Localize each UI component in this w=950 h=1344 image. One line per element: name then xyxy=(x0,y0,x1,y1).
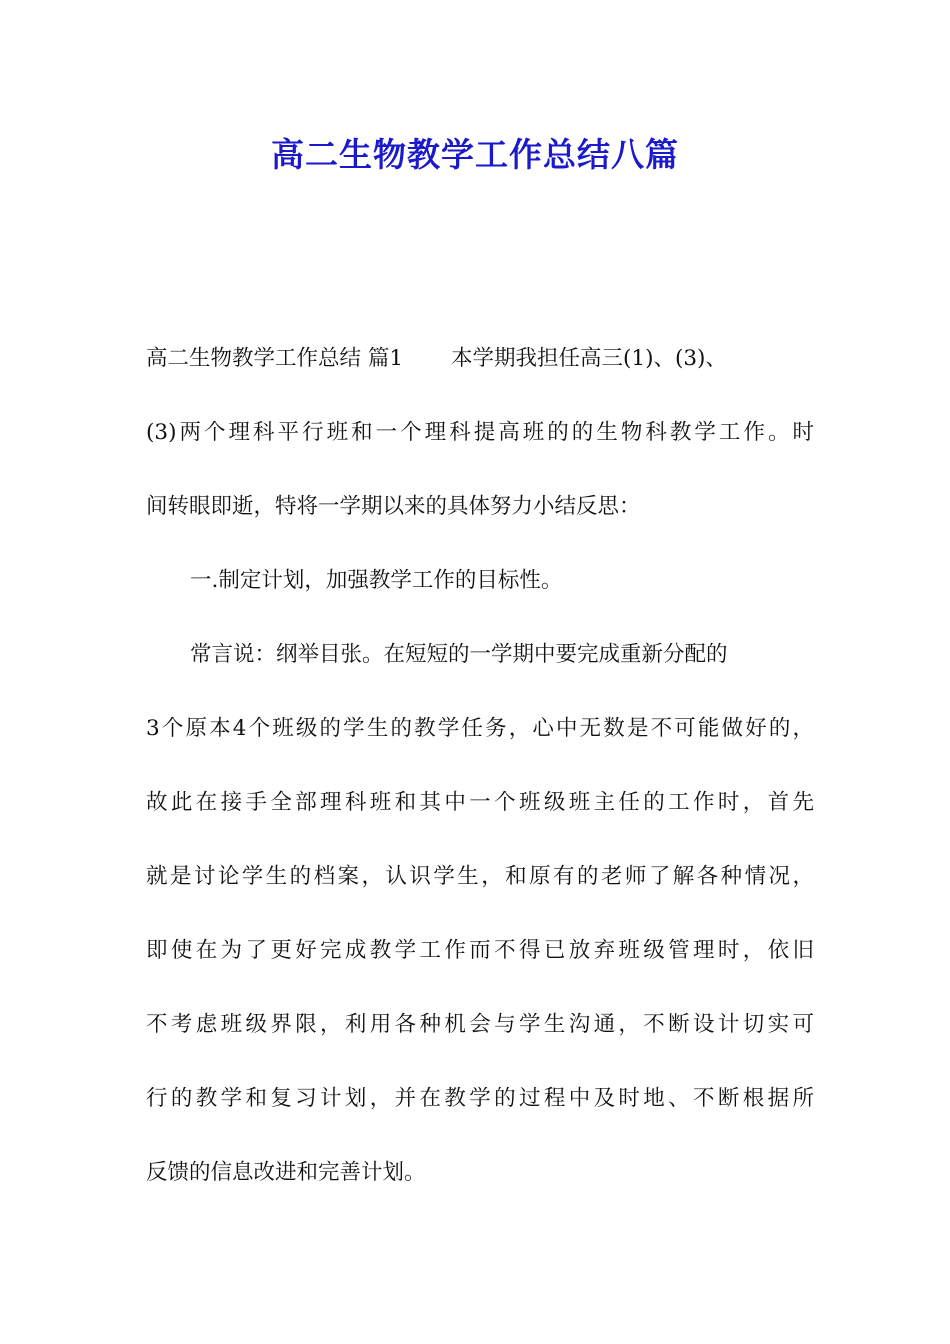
section-heading: 高二生物教学工作总结 篇1 xyxy=(146,346,404,371)
paragraph-line-3: 间转眼即逝，特将一学期以来的具体努力小结反思： xyxy=(146,494,641,519)
paragraph-line-5: 常言说：纲举目张。在短短的一学期中要完成重新分配的 xyxy=(190,642,728,667)
paragraph-line-6: 3个原本4个班级的学生的教学任务，心中无数是不可能做好的， xyxy=(146,716,814,741)
paragraph-text: 本学期我担任高三(1)、(3)、 xyxy=(451,346,727,371)
paragraph-line-1 xyxy=(146,339,826,379)
paragraph-line-9: 即使在为了更好完成教学工作而不得已放弃班级管理时，依旧 xyxy=(146,938,814,963)
paragraph-line-12: 反馈的信息改进和完善计划。 xyxy=(146,1160,426,1185)
paragraph-line-11: 行的教学和复习计划，并在教学的过程中及时地、不断根据所 xyxy=(146,1086,814,1111)
paragraph-line-10: 不考虑班级界限，利用各种机会与学生沟通，不断设计切实可 xyxy=(146,1012,814,1037)
paragraph-line-7: 故此在接手全部理科班和其中一个班级班主任的工作时，首先 xyxy=(146,790,814,815)
document-title: 高二生物教学工作总结八篇 xyxy=(271,135,679,174)
subheading-line: 一.制定计划，加强教学工作的目标性。 xyxy=(190,568,563,593)
paragraph-line-2: (3)两个理科平行班和一个理科提高班的的生物科教学工作。时 xyxy=(146,420,814,445)
paragraph-line-8: 就是讨论学生的档案，认识学生，和原有的老师了解各种情况， xyxy=(146,864,814,889)
